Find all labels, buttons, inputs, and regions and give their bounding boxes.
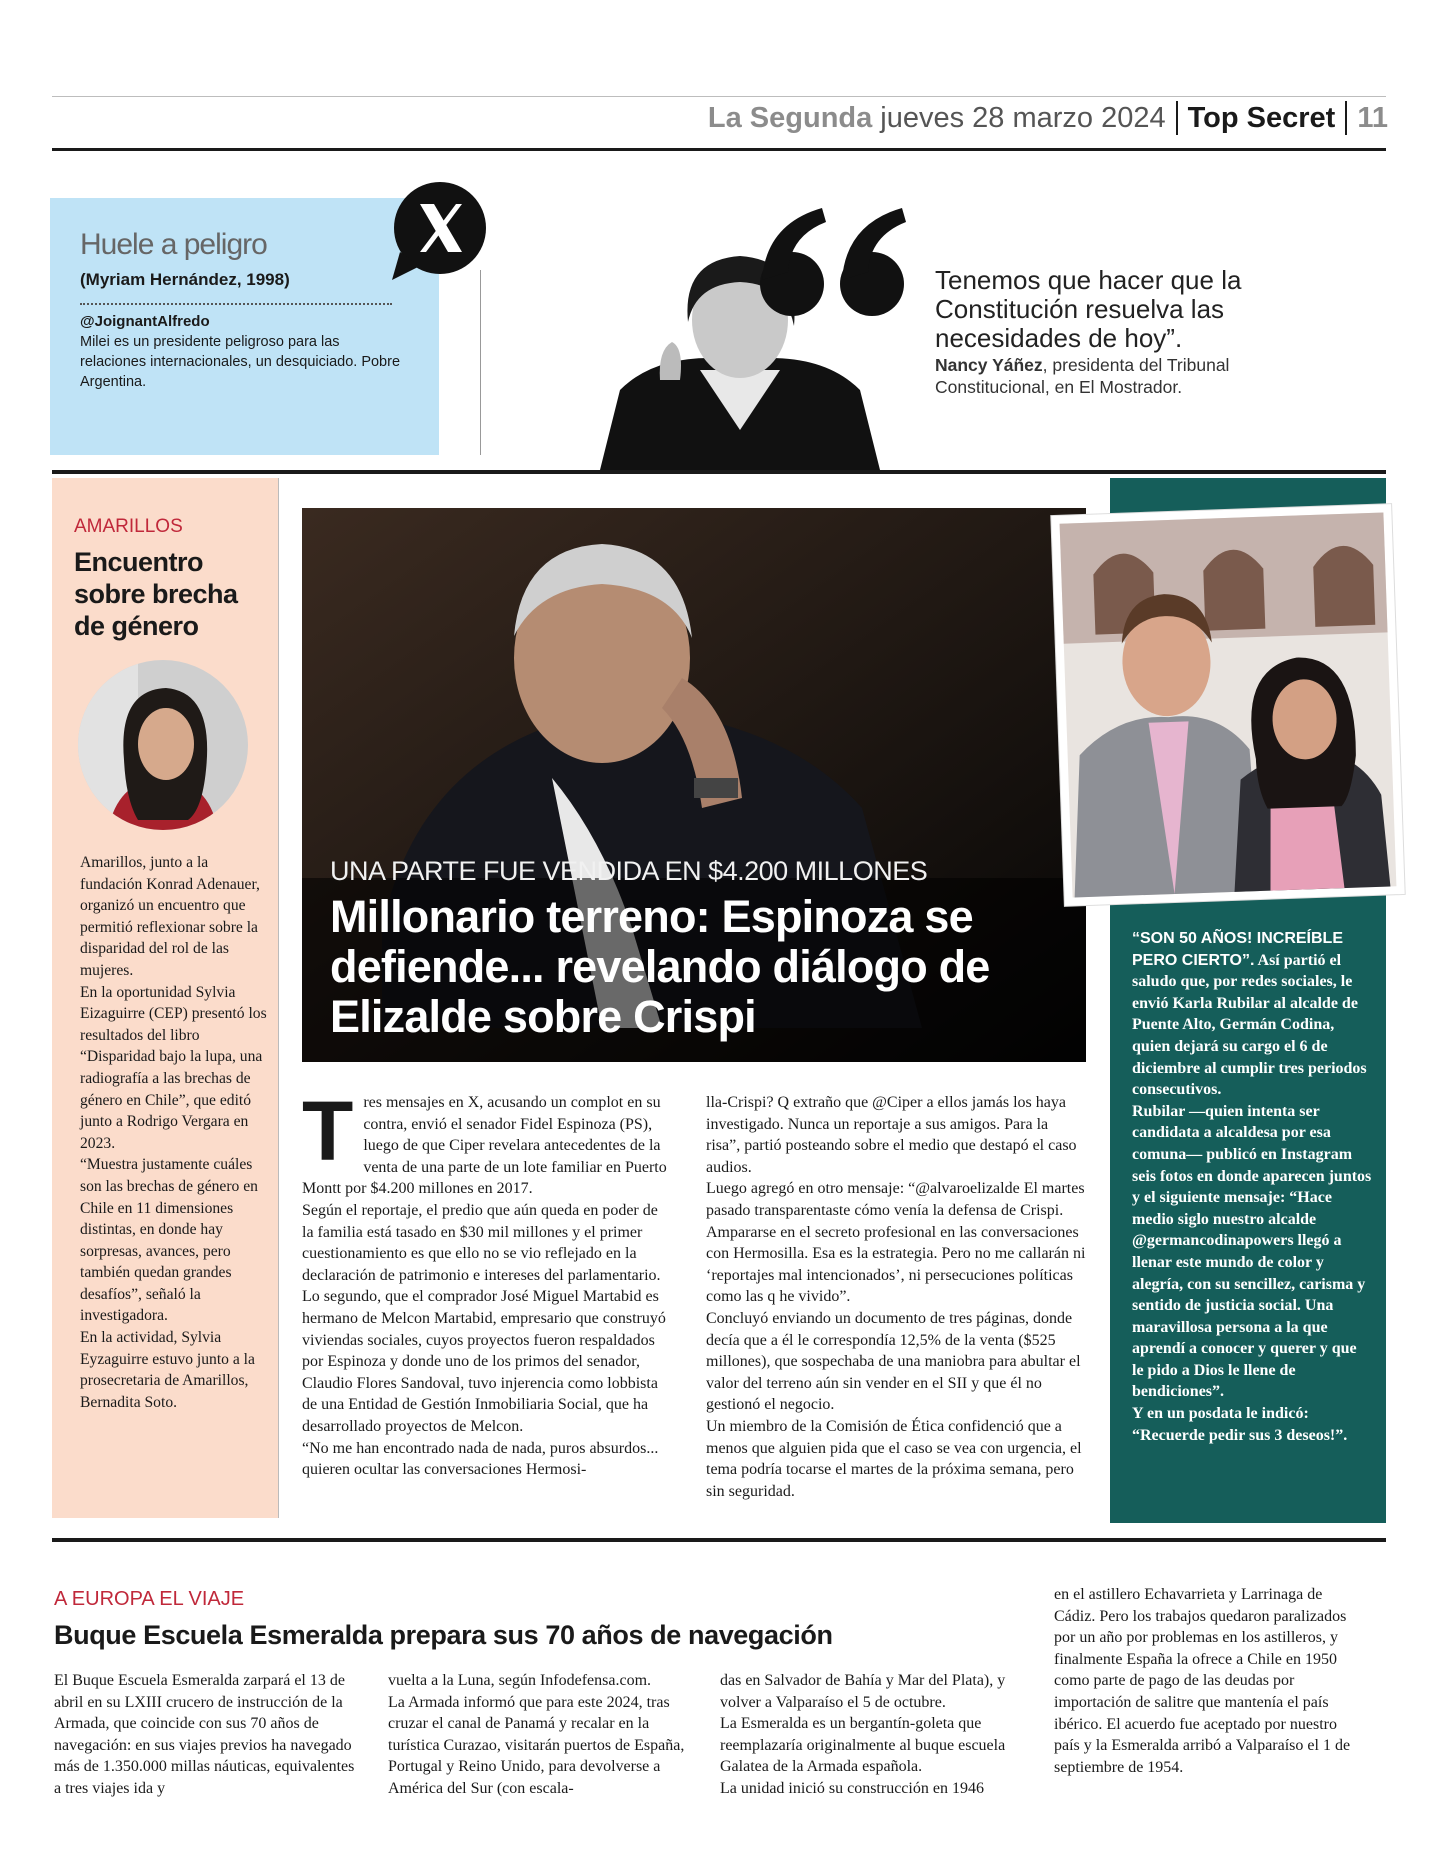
amarillos-portrait bbox=[78, 660, 248, 830]
sidebar-paragraph: Rubilar —quien intenta ser candidata a alcaldesa por esa comuna— publicó en Instagram seis fotos en donde aparecen juntos y el siguiente mensaje: “Hace medio siglo nuestro alcalde @germancodinapowers llegó a llenar este mundo de color y alegría, con su sencillez, carisma y sentido de justicia social. Una maravillosa persona a la que aprendí a conocer y querer y que le pido a Dios le llene de bendiciones”. bbox=[1132, 1102, 1372, 1401]
bottom-story-paragraph: en el astillero Echavarrieta y Larrinaga de Cádiz. Pero los trabajos quedaron paralizados por un año por problemas en los astilleros, y finalmente España la ofrece a Chile en 1950 como parte de pago de las deudas por importación de salitre que mantenía el país ibérico. El acuerdo fue aceptado por nuestro país y la Esmeralda arribó a Valparaíso el 1 de septiembre de 1954. bbox=[1054, 1586, 1351, 1776]
amarillos-paragraph: Amarillos, junto a la fundación Konrad Adenauer, organizó un encuentro que permitió reflexionar sobre la disparidad del rol de las mujeres. bbox=[80, 854, 260, 979]
masthead-rule bbox=[52, 148, 1386, 151]
main-story-paragraph: Según el reportaje, el predio que aún queda en poder de la familia está tasado en $30 mil millones y el primer cuestionamiento es que ello no se vio reflejado en la declaración de patrimonio e intereses del parlamentario. Lo segundo, que el comprador José Miguel Martabid es hermano de Melcon Martabid, empresario que construyó viviendas sociales, cuyos proyectos fueron respaldados por Espinoza y donde uno de los primos del senador, Claudio Flores Sandoval, tuvo injerencia como lobbista de una Entidad de Gestión Inmobiliaria Social, que ha desarrollado proyectos de Melcon. bbox=[302, 1201, 666, 1435]
masthead bbox=[708, 92, 1388, 144]
sidebar-paragraph: Y en un posdata le indicó: “Recuerde pedir sus 3 deseos!”. bbox=[1132, 1405, 1348, 1444]
masthead-paper: La Segunda bbox=[707, 101, 873, 134]
section-rule bbox=[52, 1538, 1386, 1542]
main-story-paragraph: Un miembro de la Comisión de Ética confidenció que a menos que alguien pida que el caso se vea con urgencia, el tema podría tocarse el martes de la próxima semana, pero sin seguridad. bbox=[706, 1417, 1082, 1500]
quote-role: , presidenta del Tribunal Constitucional, en El Mostrador. bbox=[935, 355, 1230, 397]
drop-cap: T bbox=[302, 1084, 354, 1178]
tweet-handle: @JoignantAlfredo bbox=[80, 313, 210, 330]
tweet-title: Huele a peligro bbox=[80, 228, 267, 261]
column-divider bbox=[278, 478, 279, 1518]
quote-mark-icon bbox=[752, 200, 922, 330]
bottom-story-paragraph: La Esmeralda es un bergantín-goleta que reemplazaría originalmente al buque escuela Galatea de la Armada española. bbox=[720, 1715, 1006, 1776]
main-story-title: Millonario terreno: Espinoza se defiende... revelando diálogo de Elizalde sobre Crispi bbox=[330, 891, 990, 1042]
masthead-separator bbox=[1345, 101, 1347, 135]
amarillos-body bbox=[80, 852, 272, 1413]
main-story-paragraph: Luego agregó en otro mensaje: “@alvaroelizalde El martes pasado transparentaste cómo venía la defensa de Crispi. Ampararse en el secreto profesional en las conversaciones con Hermosilla. Esa es la estrategia. Pero no me callarán ni ‘reportajes mal intencionados’, ni persecuciones políticas como las q he vivido”. bbox=[706, 1180, 1086, 1306]
bottom-story-kicker: A EUROPA EL VIAJE bbox=[54, 1588, 245, 1610]
amarillos-title: Encuentro sobre brecha de género bbox=[74, 547, 238, 641]
sidebar-paragraph: Así partió el saludo que, por redes sociales, le envió Karla Rubilar al alcalde de Puente Alto, Germán Codina, quien dejará su cargo el 6 de diciembre al cumplir tres periodos consecutivos. bbox=[1132, 951, 1367, 1099]
amarillos-paragraph: “Muestra justamente cuáles son las brechas de género en Chile en 11 dimensiones distintas, en donde hay sorpresas, avances, pero también quedan grandes desafíos”, señaló la investigadora. bbox=[80, 1156, 258, 1325]
masthead-date: jueves 28 marzo 2024 bbox=[880, 101, 1166, 134]
amarillos-paragraph: En la oportunidad Sylvia Eizaguirre (CEP) presentó los resultados del libro “Disparidad bajo la lupa, una radiografía a las brechas de género en Chile”, que editó junto a Rodrigo Vergara en 2023. bbox=[80, 983, 267, 1152]
bottom-story-paragraph: das en Salvador de Bahía y Mar del Plata), y volver a Valparaíso el 5 de octubre. bbox=[720, 1672, 1006, 1711]
main-story-kicker: UNA PARTE FUE VENDIDA EN $4.200 MILLONES bbox=[330, 856, 928, 886]
main-story-paragraph: Concluyó enviando un documento de tres páginas, donde decía que a él le correspondía 12,5% de la venta ($525 millones), que sospechaba de una maniobra para abultar el valor del terreno aún sin vender en el SII y que él no gestionó el negocio. bbox=[706, 1309, 1081, 1414]
tweet-divider bbox=[80, 303, 392, 305]
sidebar-text bbox=[1132, 928, 1372, 1446]
main-story-column-2 bbox=[706, 1092, 1086, 1502]
main-story-paragraph: lla-Crispi? Q extraño que @Ciper a ellos jamás los haya investigado. Nunca un reportaje a sus amigos. Para la risa”, partió posteando sobre el medio que destapó el caso audios. bbox=[706, 1094, 1077, 1176]
main-story-paragraph: res mensajes en X, acusando un complot en su contra, envió el senador Fidel Espinoza (PS), luego de que Ciper revelara antecedentes de la venta de una parte de un lote familiar en Puerto Montt por $4.200 millones en 2017. bbox=[302, 1094, 667, 1198]
section-rule bbox=[52, 470, 1386, 474]
tweet-subtitle: (Myriam Hernández, 1998) bbox=[80, 270, 290, 289]
bottom-story-column-1 bbox=[54, 1670, 364, 1800]
x-logo-icon bbox=[386, 180, 490, 284]
main-story-paragraph: “No me han encontrado nada de nada, puros absurdos... quieren ocultar las conversaciones Hermosi- bbox=[302, 1439, 659, 1479]
masthead-section: Top Secret bbox=[1187, 101, 1336, 134]
bottom-story-title: Buque Escuela Esmeralda prepara sus 70 años de navegación bbox=[54, 1620, 833, 1650]
quote-attribution bbox=[935, 354, 1275, 398]
amarillos-paragraph: En la actividad, Sylvia Eyzaguirre estuvo junto a la prosecretaria de Amarillos, Bernadita Soto. bbox=[80, 1329, 255, 1411]
bottom-story-paragraph: El Buque Escuela Esmeralda zarpará el 13 de abril en su LXIII crucero de instrucción de la Armada, que coincide con sus 70 años de navegación: en sus viajes previos ha navegado más de 1.350.000 millas náuticas, equivalentes a tres viajes ida y bbox=[54, 1672, 355, 1797]
quote-text: Tenemos que hacer que la Constitución resuelva las necesidades de hoy”. bbox=[935, 265, 1242, 353]
quote-divider bbox=[480, 270, 481, 455]
bottom-story-paragraph: vuelta a la Luna, según Infodefensa.com. bbox=[388, 1672, 652, 1689]
main-story-column-1 bbox=[302, 1084, 668, 1481]
bottom-story-column-3 bbox=[720, 1670, 1030, 1800]
bottom-story-column-4 bbox=[1054, 1584, 1364, 1778]
page-number: 11 bbox=[1357, 101, 1388, 134]
quote-author: Nancy Yáñez bbox=[935, 355, 1043, 375]
amarillos-kicker: AMARILLOS bbox=[74, 516, 183, 537]
bottom-story-paragraph: La unidad inició su construcción en 1946 bbox=[720, 1779, 984, 1797]
sidebar-lead: “SON 50 AÑOS! INCREÍBLE PERO CIERTO”. bbox=[1132, 930, 1343, 969]
bottom-story-paragraph: La Armada informó que para este 2024, tras cruzar el canal de Panamá y recalar en la turística Curazao, visitarán puertos de España, Portugal y Reino Unido, para devolverse a América del Sur (con escala- bbox=[388, 1693, 685, 1797]
sidebar-photo bbox=[1051, 504, 1404, 906]
bottom-story-column-2 bbox=[388, 1670, 698, 1800]
tweet-text: Milei es un presidente peligroso para las relaciones internacionales, un desquiciado. Pobre Argentina. bbox=[80, 334, 401, 390]
masthead-separator bbox=[1176, 101, 1178, 135]
